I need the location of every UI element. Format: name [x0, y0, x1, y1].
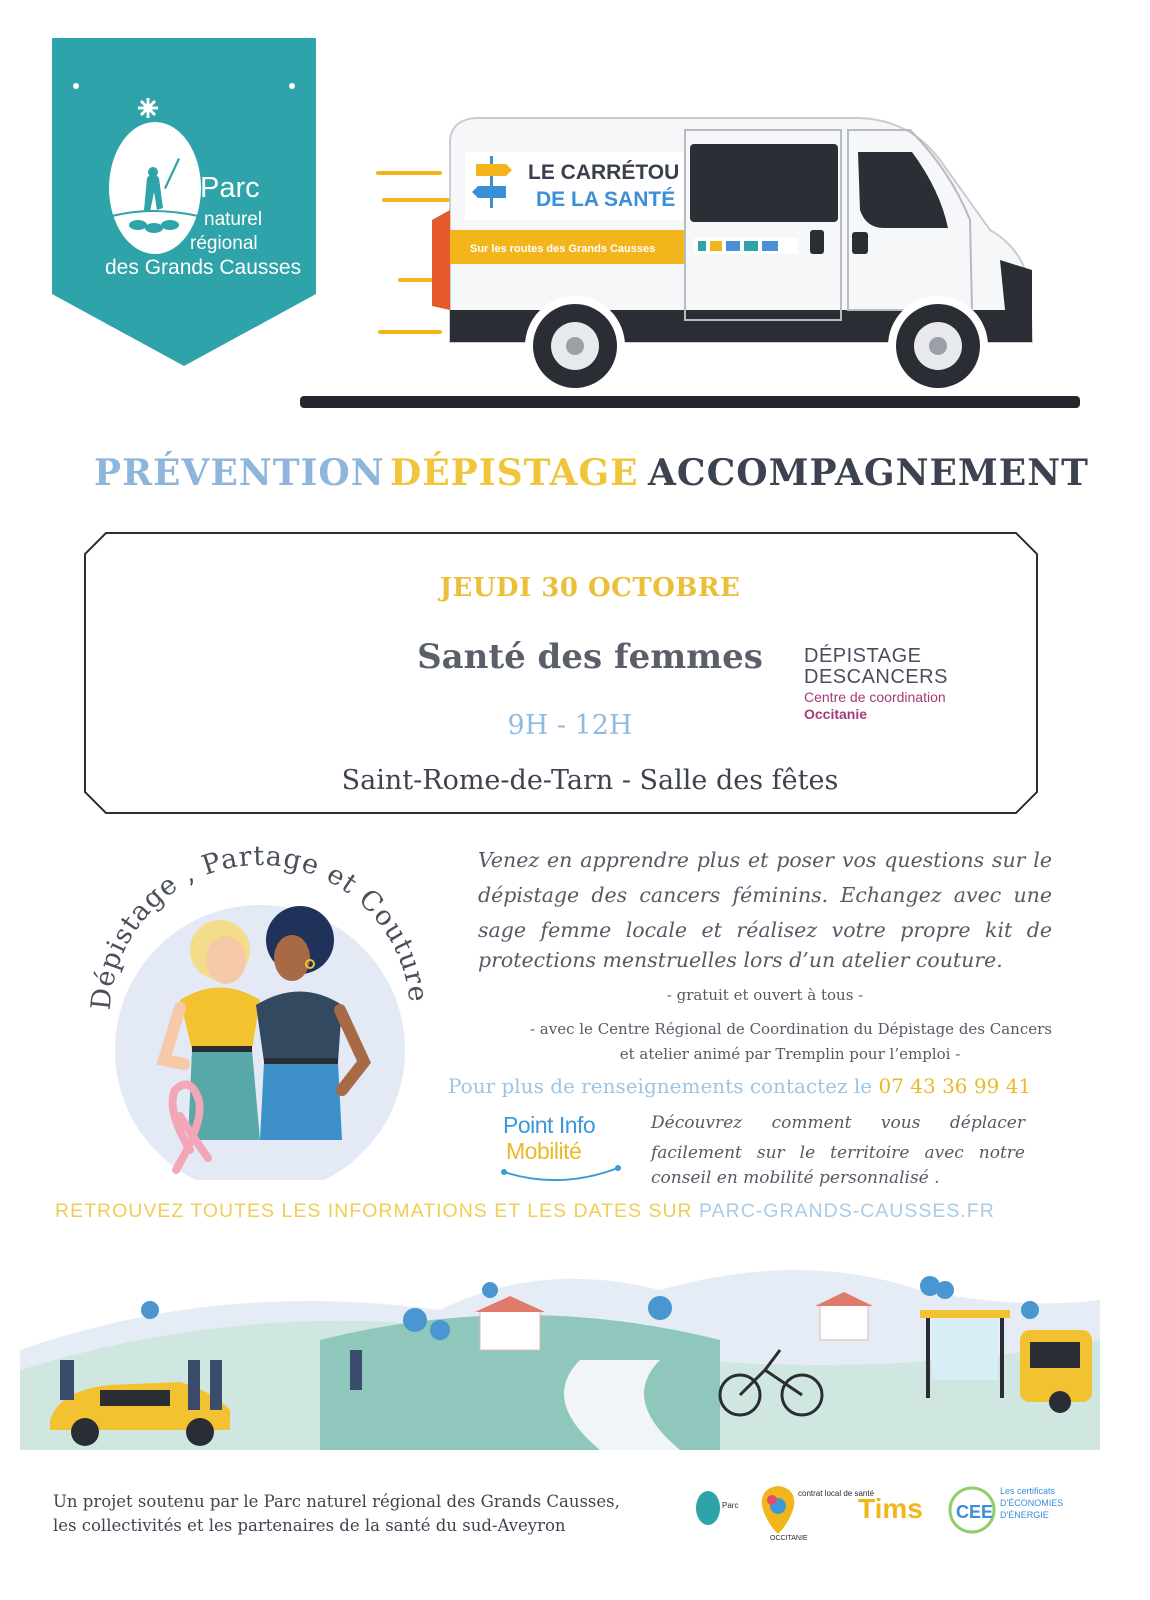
couture-illustration	[80, 840, 440, 1180]
parc-small-logo	[696, 1491, 738, 1525]
footer-logo-cls-region: OCCITANIE	[770, 1535, 808, 1542]
footer-line2: les collectivités et les partenaires de la santé du sud-Aveyron	[53, 1516, 566, 1535]
headline-triad	[0, 452, 1150, 502]
headline-depistage: DÉPISTAGE	[390, 452, 639, 494]
footer-logo-cee-text3: D'ÉNERGIE	[1000, 1510, 1049, 1520]
event-description-last-line: protections menstruelles lors d’un atelier couture.	[478, 948, 1003, 972]
footer-logo-cee: CEE	[956, 1502, 994, 1522]
parc-logo-banner	[52, 38, 316, 366]
event-date: JEUDI 30 OCTOBRE	[439, 573, 741, 603]
footer-credits	[53, 1490, 620, 1538]
cancer-logo-des: DES	[804, 666, 847, 688]
mobility-description: Découvrez comment vous déplacer facilement sur le territoire avec notre	[651, 1113, 1025, 1163]
event-description: Venez en apprendre plus et poser vos questions sur le dépistage des cancers féminins. Echangez avec une sage femme locale et réalisez votre propre kit de	[478, 848, 1052, 942]
free-entry-note: - gratuit et ouvert à tous -	[666, 986, 864, 1004]
logo-line-grands-causses: des Grands Causses	[105, 256, 302, 279]
footer-logo-cee-text2: D'ÉCONOMIES	[1000, 1498, 1064, 1508]
point-info-mobilite-logo	[500, 1110, 630, 1190]
pim-logo-line2: Mobilité	[506, 1138, 582, 1164]
rear-wheel	[525, 296, 625, 396]
pim-swoosh-icon	[500, 1164, 626, 1186]
footer-logo-parc: Parc	[722, 1501, 739, 1510]
couture-arc-text: Dépistage , Partage et Couture	[85, 840, 434, 1012]
mobility-landscape-illustration	[20, 1250, 1100, 1450]
logo-line-naturel: naturel	[204, 209, 263, 230]
front-wheel	[888, 296, 988, 396]
logo-line-parc: Parc	[200, 172, 260, 204]
mobility-description-last-line: conseil en mobilité personnalisé .	[651, 1168, 940, 1188]
contact-line	[448, 1074, 1053, 1098]
event-place: Saint-Rome-de-Tarn - Salle des fêtes	[341, 765, 839, 796]
star-icon	[138, 98, 158, 118]
cancer-logo-line4: Occitanie	[804, 706, 868, 722]
headline-accompagnement: ACCOMPAGNEMENT	[648, 452, 1089, 494]
event-title: Santé des femmes	[417, 637, 763, 677]
yellow-bus	[1020, 1330, 1092, 1413]
van-sign-line2: DE LA SANTÉ	[536, 188, 676, 211]
partner-note-line2: et atelier animé par Tremplin pour l’emploi -	[619, 1045, 961, 1063]
van-sign-line1: LE CARRÉTOU	[528, 161, 680, 184]
footer-line1: Un projet soutenu par le Parc naturel régional des Grands Causses,	[53, 1492, 620, 1511]
cancer-logo-line2	[804, 667, 948, 687]
partner-note-line1: - avec le Centre Régional de Coordination du Dépistage des Cancers	[529, 1020, 1052, 1038]
footer-logo-cee-text1: Les certificats	[1000, 1486, 1056, 1496]
website-line	[55, 1200, 1055, 1223]
contact-prefix: Pour plus de renseignements contactez le	[448, 1074, 879, 1098]
contact-phone[interactable]: 07 43 36 99 41	[878, 1074, 1032, 1098]
depistage-cancers-logo	[804, 646, 948, 721]
footer-logo-tims: Tims	[858, 1493, 923, 1524]
cancer-logo-line1: DÉPISTAGE	[804, 645, 922, 667]
website-prefix: RETROUVEZ TOUTES LES INFORMATIONS ET LES DATES SUR	[55, 1200, 700, 1222]
event-time: 9H - 12H	[507, 710, 633, 741]
health-van-illustration	[300, 110, 1090, 420]
cee-logo	[950, 1486, 1063, 1532]
van-stripe-text: Sur les routes des Grands Causses	[470, 243, 656, 255]
partner-logos	[690, 1478, 1080, 1548]
headline-prevention: PRÉVENTION	[94, 452, 385, 494]
pim-logo-line1: Point Info	[503, 1112, 596, 1138]
logo-line-regional: régional	[190, 233, 258, 254]
cancer-logo-line3: Centre de coordination	[804, 689, 946, 705]
cancer-logo-cancers: CANCERS	[846, 666, 948, 688]
footer-logo-cls: contrat local de santé	[798, 1489, 875, 1498]
website-link[interactable]: PARC-GRANDS-CAUSSES.FR	[699, 1200, 995, 1222]
